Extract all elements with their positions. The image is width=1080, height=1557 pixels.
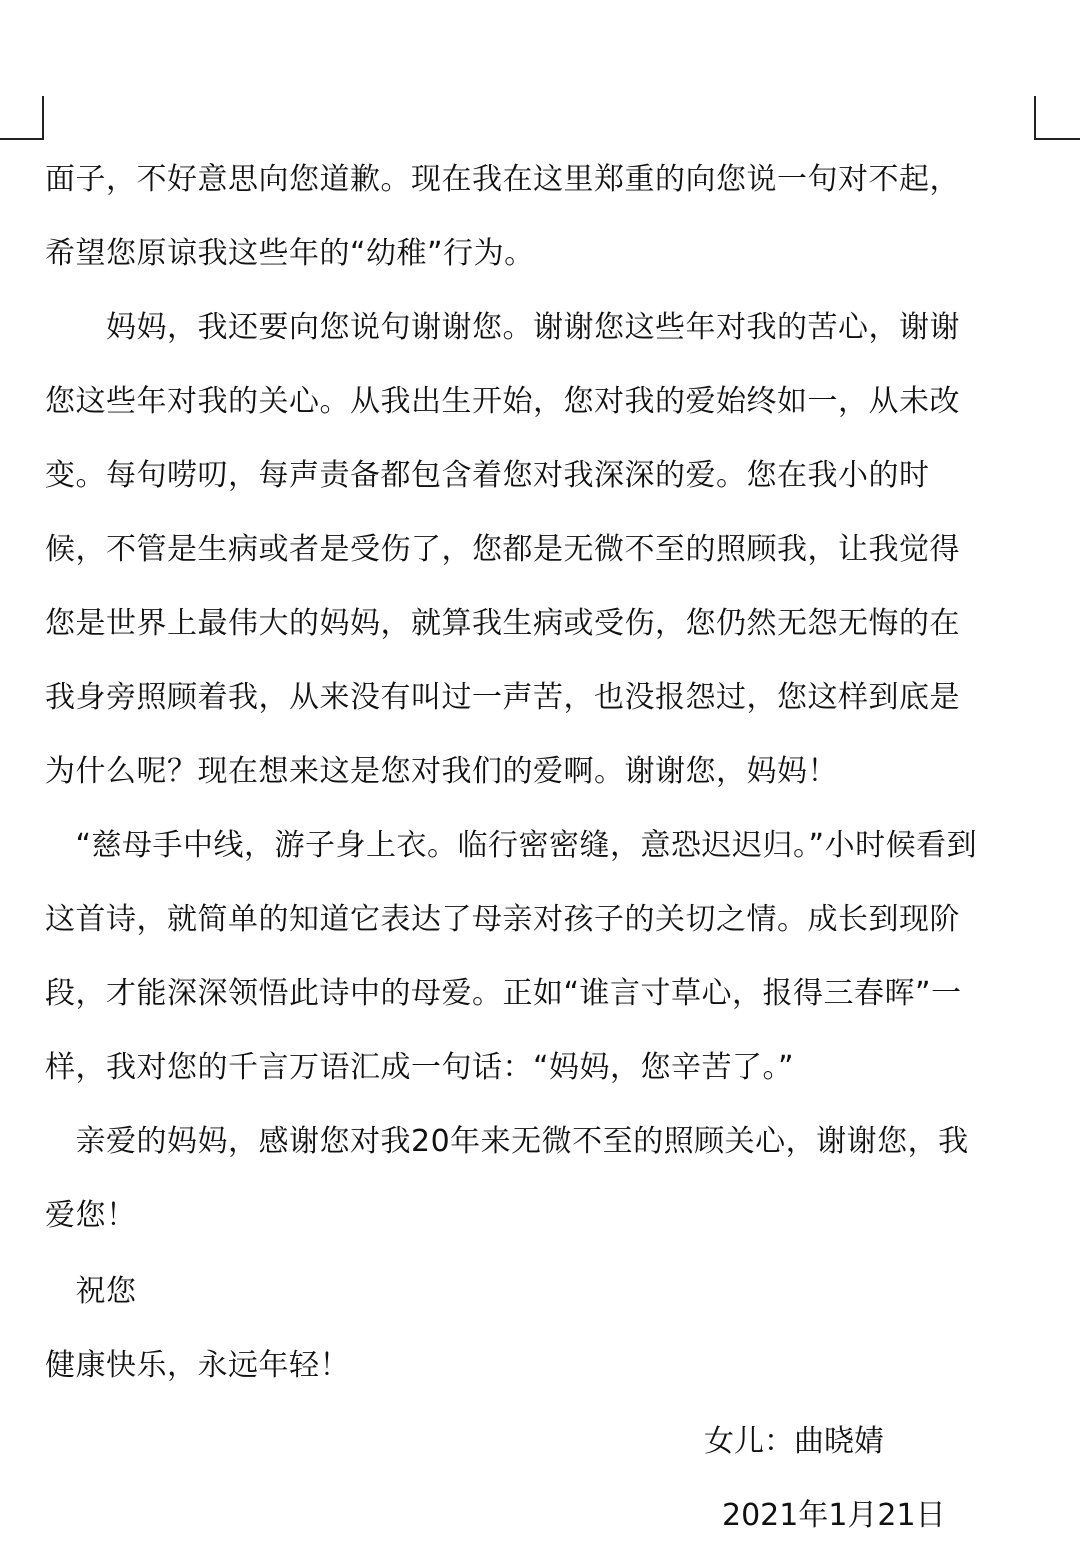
crop-mark-top-left — [0, 138, 44, 140]
letter-date: 2021年1月21日 — [722, 1498, 946, 1533]
letter-line: 希望您原谅我这些年的“幼稚”行为。 — [45, 236, 535, 271]
crop-mark-top-right — [1034, 96, 1036, 140]
crop-mark-top-right — [1034, 138, 1080, 140]
letter-line: 我身旁照顾着我，从来没有叫过一声苦，也没报怨过，您这样到底是 — [45, 680, 960, 715]
letter-line: 您这些年对我的关心。从我出生开始，您对我的爱始终如一，从未改 — [45, 384, 960, 419]
letter-line: 这首诗，就简单的知道它表达了母亲对孩子的关切之情。成长到现阶 — [45, 902, 960, 937]
letter-line: 为什么呢？现在想来这是您对我们的爱啊。谢谢您，妈妈！ — [45, 754, 838, 789]
signature: 女儿：曲晓婧 — [704, 1424, 884, 1459]
crop-mark-top-left — [42, 96, 44, 140]
letter-line: 段，才能深深领悟此诗中的母爱。正如“谁言寸草心，报得三春晖”一 — [45, 976, 962, 1011]
letter-line: 妈妈，我还要向您说句谢谢您。谢谢您这些年对我的苦心，谢谢 — [45, 310, 960, 345]
letter-line: 亲爱的妈妈，感谢您对我20年来无微不至的照顾关心，谢谢您，我 — [45, 1124, 969, 1159]
letter-line: 候，不管是生病或者是受伤了，您都是无微不至的照顾我，让我觉得 — [45, 532, 960, 567]
letter-line: 样，我对您的千言万语汇成一句话：“妈妈，您辛苦了。” — [45, 1050, 795, 1085]
letter-line: 变。每句唠叨，每声责备都包含着您对我深深的爱。您在我小的时 — [45, 458, 930, 493]
letter-line: 祝您 — [45, 1274, 137, 1309]
letter-line: 健康快乐，永远年轻！ — [45, 1348, 350, 1383]
letter-line: 面子，不好意思向您道歉。现在我在这里郑重的向您说一句对不起， — [45, 162, 960, 197]
letter-line: 您是世界上最伟大的妈妈，就算我生病或受伤，您仍然无怨无悔的在 — [45, 606, 960, 641]
letter-line: 爱您！ — [45, 1198, 137, 1233]
letter-line: “慈母手中线，游子身上衣。临行密密缝，意恐迟迟归。”小时候看到 — [45, 828, 978, 863]
